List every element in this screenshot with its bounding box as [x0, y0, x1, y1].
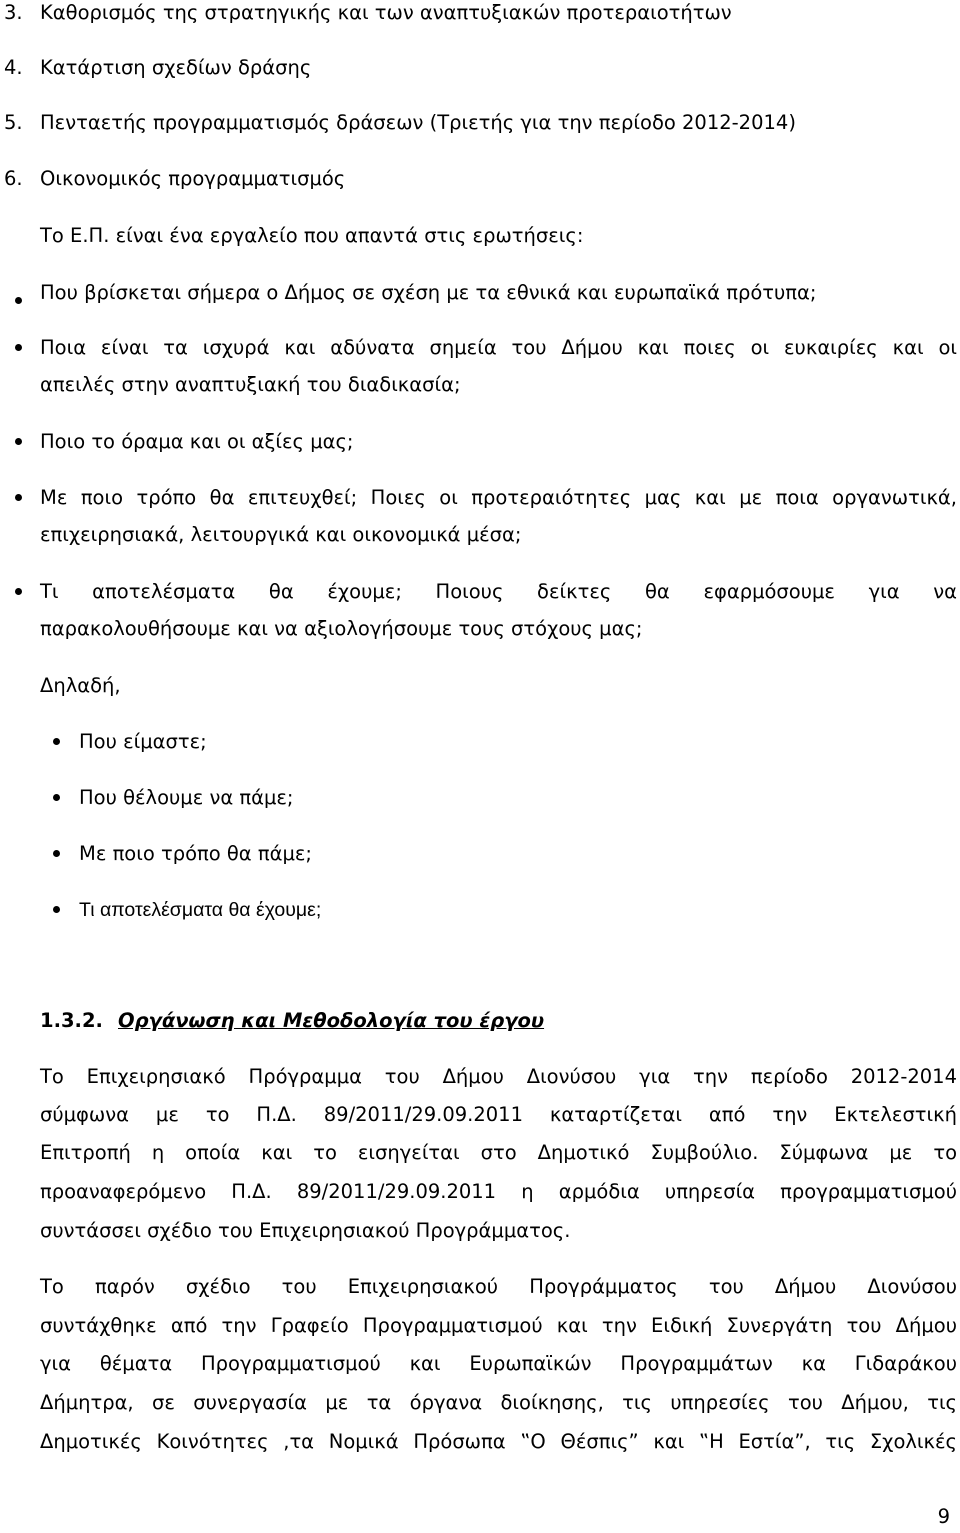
- item-text: Κατάρτιση σχεδίων δράσης: [40, 56, 312, 79]
- paragraph-line: για θέματα Προγραμματισμού και Ευρωπαϊκών Προγραμμάτων κα Γιδαράκου: [40, 1352, 957, 1375]
- summary-text: Με ποιο τρόπο θα πάμε;: [79, 842, 312, 865]
- bullet-icon: [15, 588, 22, 595]
- section-title: Οργάνωση και Μεθοδολογία του έργου: [118, 1009, 545, 1032]
- bullet-icon: [15, 438, 22, 445]
- question-text: απειλές στην αναπτυξιακή του διαδικασία;: [40, 373, 461, 396]
- question-text: Τι αποτελέσματα θα έχουμε; Ποιους δείκτες θα εφαρμόσουμε για να: [40, 580, 957, 603]
- bullet-icon: [53, 738, 60, 745]
- paragraph-line: Το παρόν σχέδιο του Επιχειρησιακού Προγράμματος του Δήμου Διονύσου: [40, 1275, 957, 1298]
- paragraph-line: Επιτροπή η οποία και το εισηγείται στο Δημοτικό Συμβούλιο. Σύμφωνα με το: [40, 1141, 957, 1164]
- item-text: Καθορισμός της στρατηγικής και των αναπτυξιακών προτεραιοτήτων: [40, 1, 732, 24]
- paragraph-line: προαναφερόμενο Π.Δ. 89/2011/29.09.2011 η αρμόδια υπηρεσία προγραμματισμού: [40, 1180, 957, 1203]
- bullet-icon: [15, 344, 22, 351]
- bullet-icon: [53, 794, 60, 801]
- summary-text: Που είμαστε;: [79, 730, 207, 753]
- paragraph-line: Δημοτικές Κοινότητες ,τα Νομικά Πρόσωπα ‟Ο Θέσπις” και ‟Η Εστία”, τις Σχολικές: [40, 1430, 957, 1453]
- item-number: 3.: [4, 1, 23, 24]
- item-text: Οικονομικός προγραμματισμός: [40, 167, 346, 190]
- section-number: 1.3.2.: [40, 1009, 103, 1032]
- page-number: 9: [937, 1505, 950, 1528]
- bullet-icon: [15, 297, 22, 304]
- bullet-icon: [53, 850, 60, 857]
- paragraph-line: σύμφωνα με το Π.Δ. 89/2011/29.09.2011 καταρτίζεται από την Εκτελεστική: [40, 1103, 957, 1126]
- item-number: 5.: [4, 111, 23, 134]
- paragraph-line: συντάχθηκε από την Γραφείο Προγραμματισμού και την Ειδική Συνεργάτη του Δήμου: [40, 1314, 957, 1337]
- question-text: παρακολουθήσουμε και να αξιολογήσουμε τους στόχους μας;: [40, 617, 643, 640]
- item-text: Πενταετής προγραμματισμός δράσεων (Τριετής για την περίοδο 2012-2014): [40, 111, 796, 134]
- question-text: Που βρίσκεται σήμερα ο Δήμος σε σχέση με τα εθνικά και ευρωπαϊκά πρότυπα;: [40, 281, 817, 304]
- bullet-icon: [53, 906, 60, 913]
- question-text: Με ποιο τρόπο θα επιτευχθεί; Ποιες οι προτεραιότητες μας και με ποια οργανωτικά,: [40, 486, 957, 509]
- paragraph-line: Το Επιχειρησιακό Πρόγραμμα του Δήμου Διονύσου για την περίοδο 2012-2014: [40, 1065, 957, 1088]
- item-number: 6.: [4, 167, 23, 190]
- paragraph-line: Δήμητρα, σε συνεργασία με τα όργανα διοίκησης, τις υπηρεσίες του Δήμου, τις: [40, 1391, 957, 1414]
- question-text: Ποια είναι τα ισχυρά και αδύνατα σημεία του Δήμου και ποιες οι ευκαιρίες και οι: [40, 336, 957, 359]
- paragraph-line: συντάσσει σχέδιο του Επιχειρησιακού Προγράμματος.: [40, 1219, 571, 1242]
- question-text: επιχειρησιακά, λειτουργικά και οικονομικά μέσα;: [40, 523, 522, 546]
- question-text: Ποιο το όραμα και οι αξίες μας;: [40, 430, 354, 453]
- intro-text: Το Ε.Π. είναι ένα εργαλείο που απαντά στις ερωτήσεις:: [40, 224, 584, 247]
- dilady-text: Δηλαδή,: [40, 674, 121, 697]
- summary-text: Που θέλουμε να πάμε;: [79, 786, 294, 809]
- bullet-icon: [15, 494, 22, 501]
- summary-text: Τι αποτελέσματα θα έχουμε;: [79, 899, 322, 921]
- item-number: 4.: [4, 56, 23, 79]
